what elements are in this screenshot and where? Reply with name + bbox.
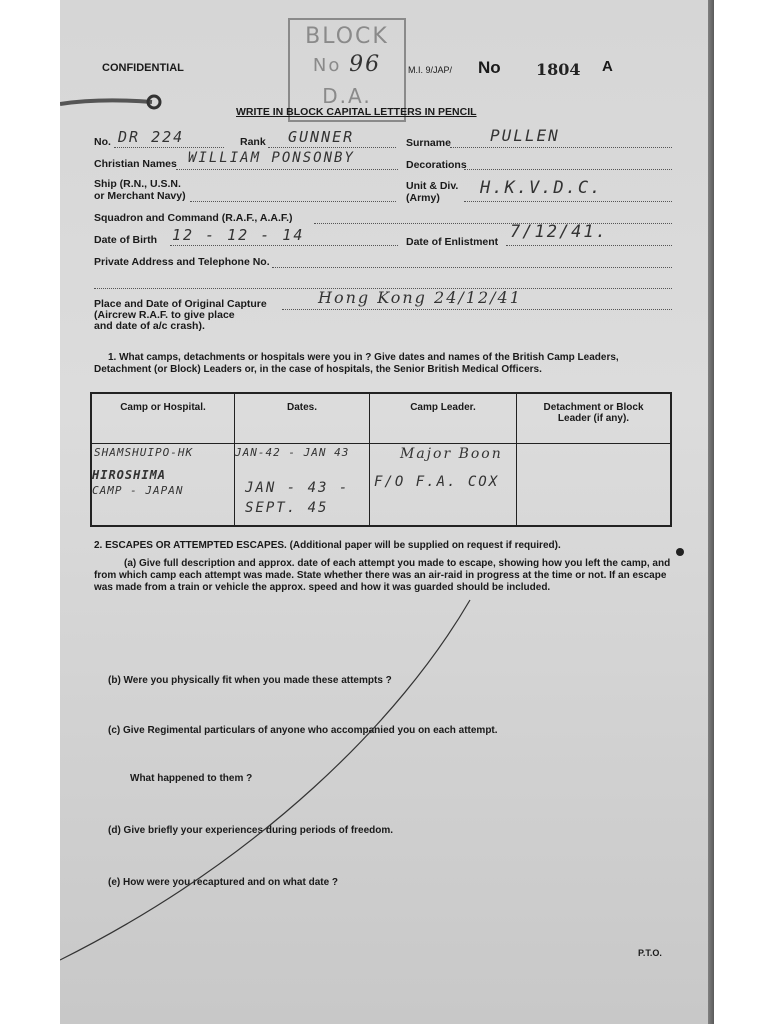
- question-2e-text: (e) How were you recaptured and on what date ?: [108, 877, 339, 888]
- surname-value: PULLEN: [490, 126, 560, 145]
- enlistment-value: 7/12/41.: [510, 222, 608, 242]
- capture-label-line2: (Aircrew R.A.F. to give place: [94, 309, 235, 321]
- leader-2: F/O F.A. COX: [374, 474, 500, 490]
- column-detachment-leader: Detachment or Block Leader (if any).: [517, 393, 672, 444]
- column-camp: Camp or Hospital.: [91, 393, 235, 444]
- dob-value: 12 - 12 - 14: [172, 226, 305, 244]
- camp-2: HIROSHIMA: [92, 468, 167, 482]
- rank-label: Rank: [240, 136, 266, 148]
- question-2a-text: (a) Give full description and approx. date of each attempt you made to escape, showing how you left the camp, and from which camp each attempt was made. State whether there was an air-raid in progress at the time or not. If an escape was made from a train or vehicle the approx. speed and how it was guarded should be included.: [94, 558, 671, 593]
- capture-value: Hong Kong 24/12/41: [318, 288, 522, 307]
- ship-label-line1: Ship (R.N., U.S.N.: [94, 178, 181, 190]
- rank-value: GUNNER: [288, 128, 355, 146]
- question-2b-text: (b) Were you physically fit when you made these attempts ?: [108, 675, 392, 686]
- form-number: 1804: [536, 60, 581, 79]
- pto-label: P.T.O.: [638, 948, 662, 958]
- christian-names-value: WILLIAM PONSONBY: [188, 150, 355, 166]
- decorations-label: Decorations: [406, 159, 467, 171]
- surname-label: Surname: [406, 137, 451, 149]
- question-2c-followup: What happened to them ?: [130, 773, 253, 784]
- column-dates: Dates.: [235, 393, 370, 444]
- question-2d-text: (d) Give briefly your experiences during periods of freedom.: [108, 825, 394, 836]
- capture-label-line3: and date of a/c crash).: [94, 320, 205, 332]
- stamp-line3: D.A.: [322, 84, 372, 108]
- stamp-line1: BLOCK: [305, 24, 389, 49]
- unit-value: H.K.V.D.C.: [480, 178, 603, 198]
- stamp-line2: No 96: [312, 52, 382, 77]
- unit-label-line2: (Army): [406, 192, 440, 204]
- question-2-title: 2. ESCAPES OR ATTEMPTED ESCAPES. (Additional paper will be supplied on request if required).: [94, 540, 561, 551]
- question-2c-text: (c) Give Regimental particulars of anyone who accompanied you on each attempt.: [108, 725, 498, 736]
- interrogation-form: [60, 0, 708, 1024]
- unit-label-line1: Unit & Div.: [406, 180, 459, 192]
- column-camp-leader: Camp Leader.: [370, 393, 517, 444]
- form-suffix: A: [602, 58, 613, 75]
- capture-label-line1: Place and Date of Original Capture: [94, 298, 267, 310]
- instruction-heading: WRITE IN BLOCK CAPITAL LETTERS IN PENCIL: [236, 106, 477, 118]
- camp-2-line2: CAMP - JAPAN: [92, 484, 184, 497]
- enlistment-label: Date of Enlistment: [406, 236, 499, 248]
- question-1-text: 1. What camps, detachments or hospitals were you in ? Give dates and names of the British Camp Leaders, Detachment (or Block) Leaders or, in the case of hospitals, the Senior British Medical Officers.: [94, 352, 619, 375]
- dob-label: Date of Birth: [94, 234, 157, 246]
- dates-1: JAN-42 - JAN 43: [235, 446, 350, 459]
- reference-code: M.I. 9/JAP/: [408, 65, 453, 75]
- confidential-label: CONFIDENTIAL: [102, 62, 184, 74]
- dates-2-line2: SEPT. 45: [245, 500, 329, 516]
- no-label: No.: [94, 136, 111, 148]
- christian-names-label: Christian Names: [94, 158, 177, 170]
- squadron-label: Squadron and Command (R.A.F., A.A.F.): [94, 212, 293, 224]
- stamp-number: 96: [349, 52, 382, 77]
- leader-1: Major Boon: [400, 446, 503, 462]
- number-label: No: [478, 58, 501, 77]
- diagonal-cancel-line: [60, 0, 708, 1024]
- ship-label-line2: or Merchant Navy): [94, 190, 186, 202]
- address-label: Private Address and Telephone No.: [94, 256, 270, 268]
- dates-2: JAN - 43 -: [245, 480, 350, 496]
- camp-1: SHAMSHUIPO-HK: [94, 446, 194, 459]
- no-value: DR 224: [118, 128, 185, 146]
